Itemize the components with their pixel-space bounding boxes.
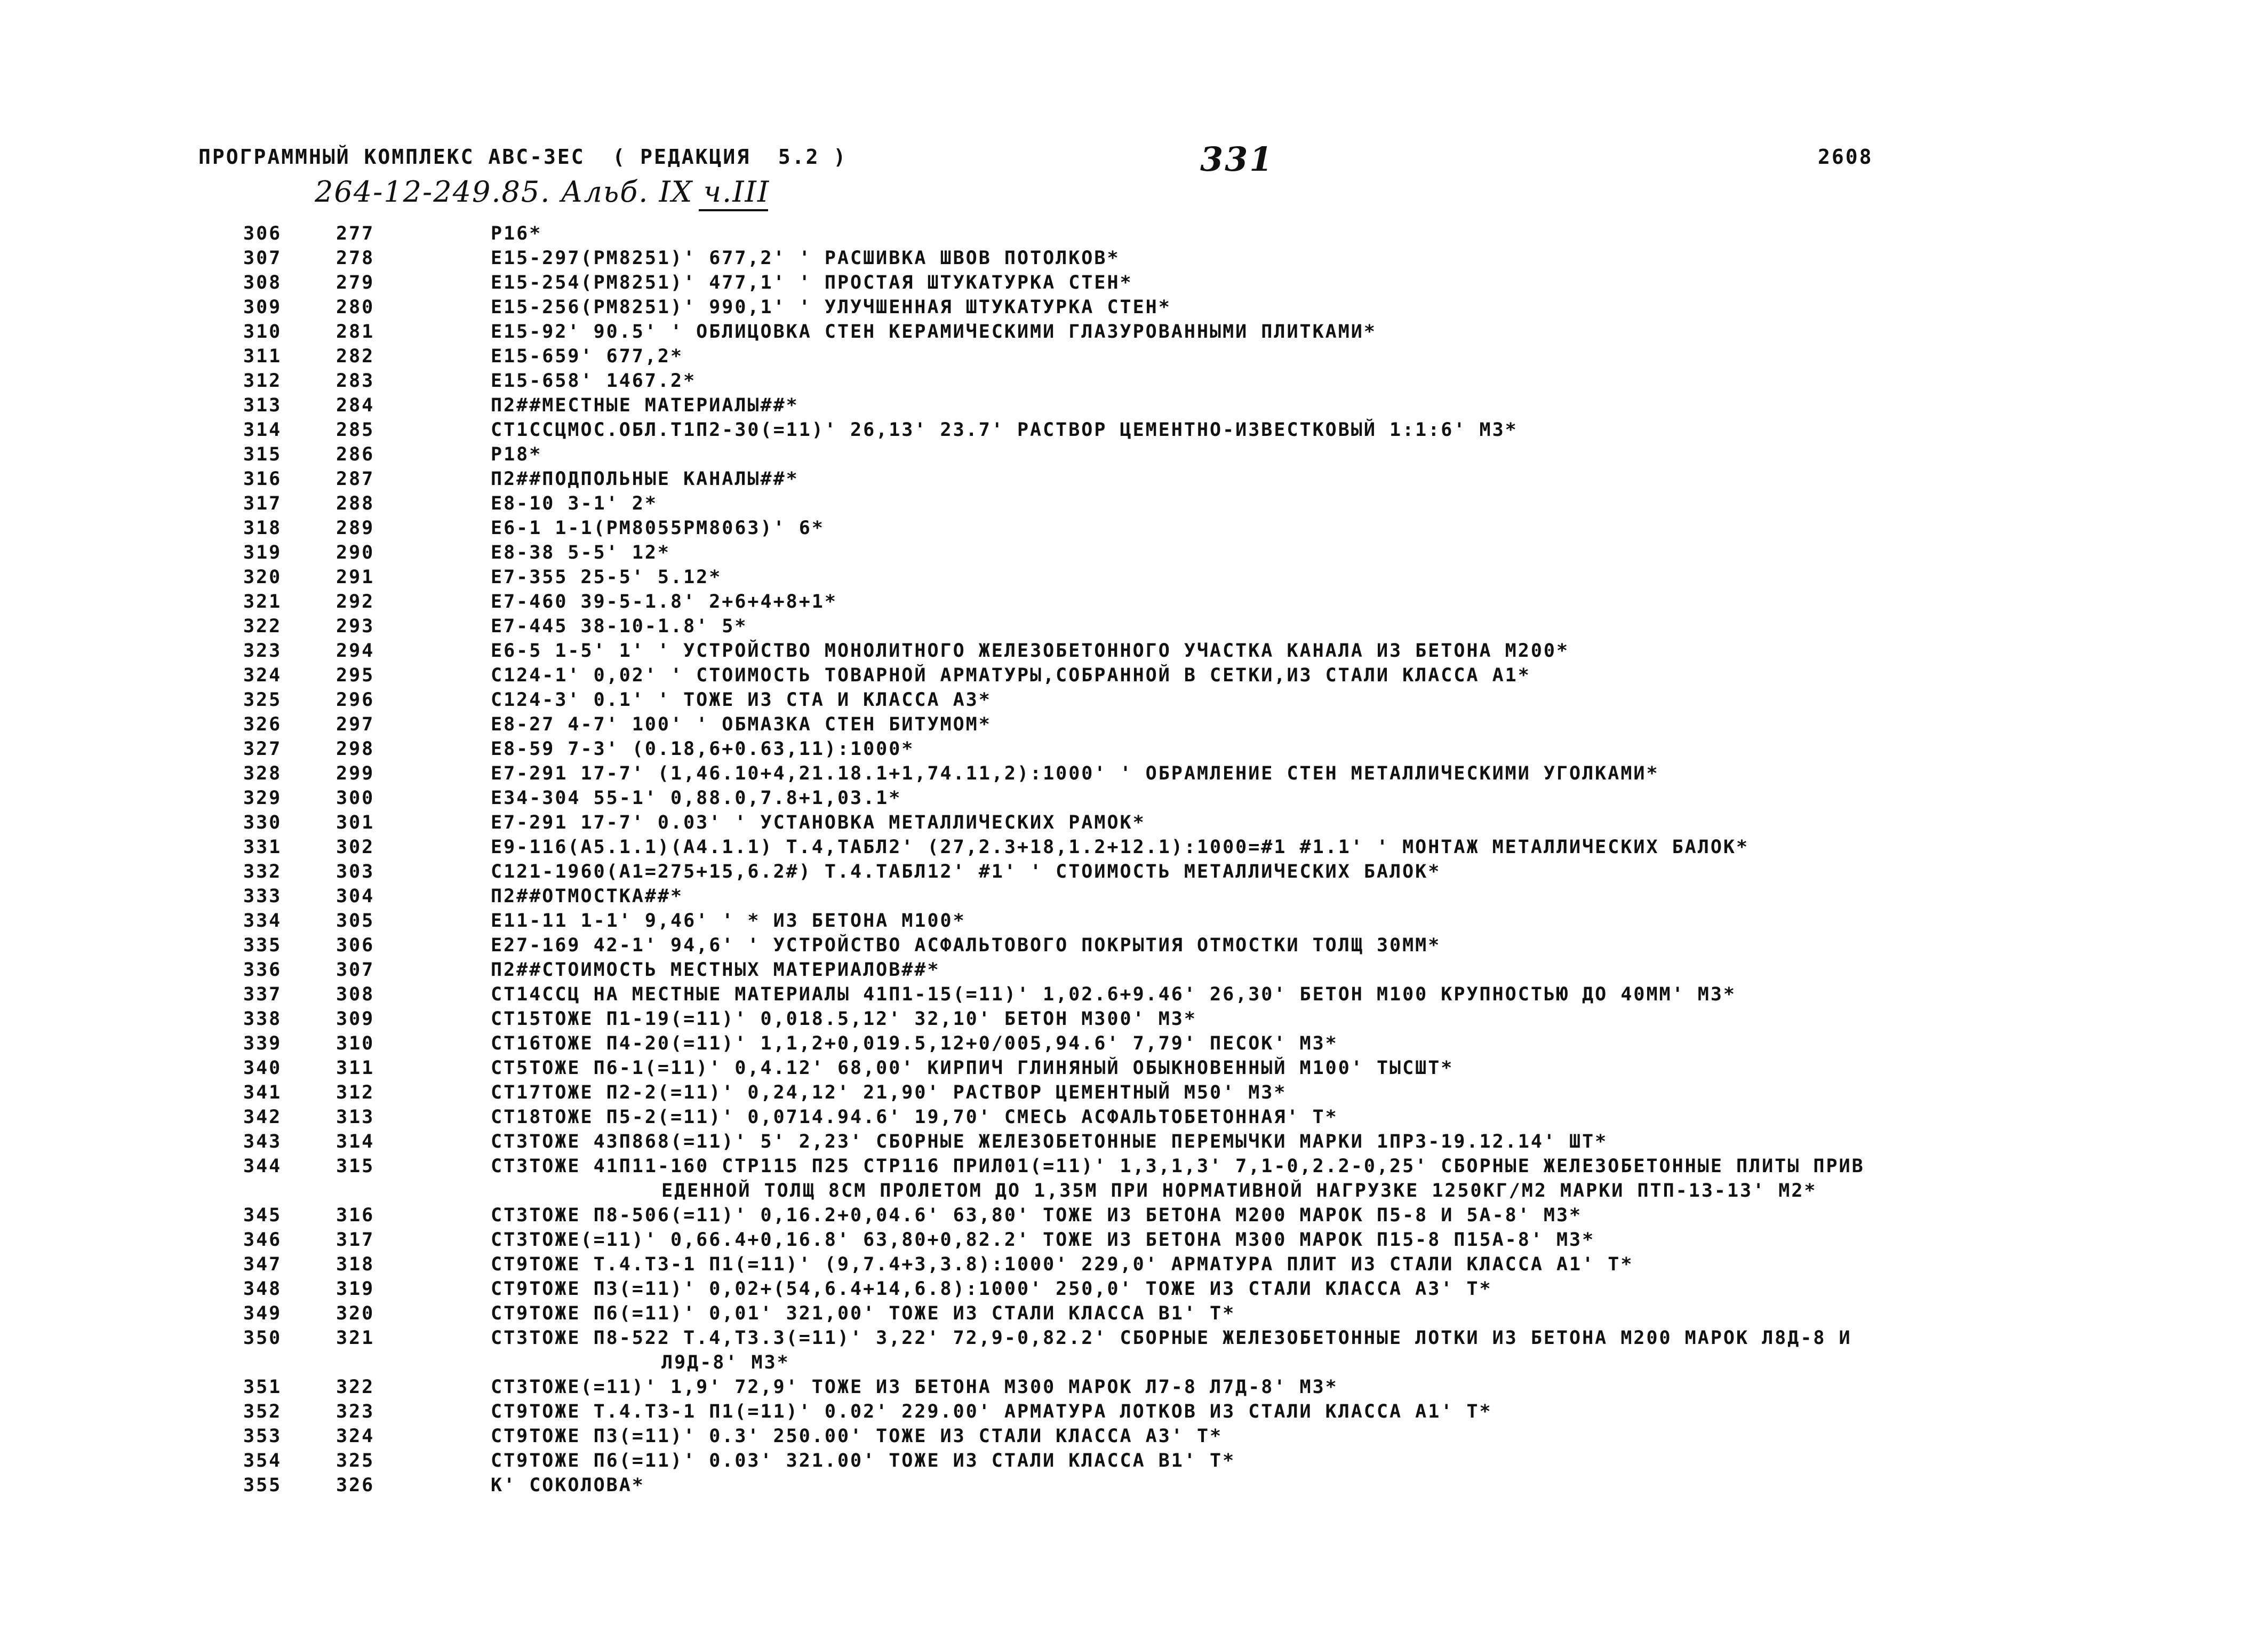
line-number: 309 xyxy=(243,297,282,318)
card-number: 326 xyxy=(336,1475,375,1496)
listing-row xyxy=(0,1426,2268,1450)
row-text: СТ9ТОЖЕ Т.4.Т3-1 П1(=11)' (9,7.4+3,3.8):1000' 229,0' АРМАТУРА ПЛИТ ИЗ СТАЛИ КЛАССА А1' Т* xyxy=(491,1254,1634,1275)
sheet-number: 2608 xyxy=(1818,145,1873,169)
listing-row xyxy=(0,714,2268,738)
card-number: 308 xyxy=(336,984,375,1005)
line-number: 337 xyxy=(243,984,282,1005)
listing-row xyxy=(0,567,2268,591)
card-number: 310 xyxy=(336,1033,375,1054)
card-number: 324 xyxy=(336,1426,375,1447)
line-number: 312 xyxy=(243,370,282,392)
line-number: 308 xyxy=(243,272,282,293)
card-number: 314 xyxy=(336,1131,375,1152)
line-number: 343 xyxy=(243,1131,282,1152)
row-text: СТ18ТОЖЕ П5-2(=11)' 0,0714.94.6' 19,70' СМЕСЬ АСФАЛЬТОБЕТОННАЯ' Т* xyxy=(491,1107,1338,1128)
row-text: Е6-5 1-5' 1' ' УСТРОЙСТВО МОНОЛИТНОГО ЖЕЛЕЗОБЕТОННОГО УЧАСТКА КАНАЛА ИЗ БЕТОНА М200* xyxy=(491,640,1570,662)
row-text: СТ14ССЦ НА МЕСТНЫЕ МАТЕРИАЛЫ 41П1-15(=11)' 1,02.6+9.46' 26,30' БЕТОН М100 КРУПНОСТЬЮ ДО 40ММ' М3* xyxy=(491,984,1736,1005)
card-number: 325 xyxy=(336,1450,375,1471)
row-text: Е11-11 1-1' 9,46' ' * ИЗ БЕТОНА М100* xyxy=(491,910,966,932)
listing-row xyxy=(0,1082,2268,1107)
card-number: 318 xyxy=(336,1254,375,1275)
listing-row xyxy=(0,518,2268,542)
row-text: СТ9ТОЖЕ Т.4.Т3-1 П1(=11)' 0.02' 229.00' АРМАТУРА ЛОТКОВ ИЗ СТАЛИ КЛАССА А1' Т* xyxy=(491,1401,1492,1422)
line-number: 352 xyxy=(243,1401,282,1422)
card-number: 277 xyxy=(336,223,375,244)
handwritten-underline xyxy=(699,209,768,211)
card-number: 282 xyxy=(336,346,375,367)
listing-row xyxy=(0,1303,2268,1327)
line-number: 349 xyxy=(243,1303,282,1324)
listing-row xyxy=(0,272,2268,297)
listing-row xyxy=(0,1229,2268,1254)
card-number: 295 xyxy=(336,665,375,686)
line-number: 327 xyxy=(243,738,282,760)
card-number: 322 xyxy=(336,1377,375,1398)
row-text: Р16* xyxy=(491,223,542,244)
row-text: П2##СТОИМОСТЬ МЕСТНЫХ МАТЕРИАЛОВ##* xyxy=(491,959,940,981)
card-number: 316 xyxy=(336,1205,375,1226)
row-text: СТ9ТОЖЕ П3(=11)' 0,02+(54,6.4+14,6.8):1000' 250,0' ТОЖЕ ИЗ СТАЛИ КЛАССА А3' Т* xyxy=(491,1278,1492,1300)
line-number: 307 xyxy=(243,248,282,269)
card-number: 306 xyxy=(336,935,375,956)
listing-row xyxy=(0,1057,2268,1082)
row-text: СТ9ТОЖЕ П3(=11)' 0.3' 250.00' ТОЖЕ ИЗ СТАЛИ КЛАССА А3' Т* xyxy=(491,1426,1223,1447)
line-number: 325 xyxy=(243,689,282,711)
card-number: 303 xyxy=(336,861,375,882)
row-text: Е8-10 3-1' 2* xyxy=(491,493,658,514)
row-text: Е7-355 25-5' 5.12* xyxy=(491,567,722,588)
card-number: 319 xyxy=(336,1278,375,1300)
card-number: 302 xyxy=(336,837,375,858)
card-number: 307 xyxy=(336,959,375,981)
listing-row xyxy=(0,1205,2268,1229)
listing-row xyxy=(0,665,2268,689)
listing-row xyxy=(0,861,2268,886)
listing-row xyxy=(0,1327,2268,1377)
row-text: Е7-291 17-7' 0.03' ' УСТАНОВКА МЕТАЛЛИЧЕСКИХ РАМОК* xyxy=(491,812,1146,833)
card-number: 305 xyxy=(336,910,375,932)
card-number: 309 xyxy=(336,1008,375,1030)
line-number: 353 xyxy=(243,1426,282,1447)
listing-row xyxy=(0,1254,2268,1278)
row-text: СТ1ССЦМОС.ОБЛ.Т1П2-30(=11)' 26,13' 23.7' РАСТВОР ЦЕМЕНТНО-ИЗВЕСТКОВЫЙ 1:1:6' М3* xyxy=(491,419,1518,441)
listing-row xyxy=(0,1377,2268,1401)
line-number: 339 xyxy=(243,1033,282,1054)
line-number: 313 xyxy=(243,395,282,416)
line-number: 318 xyxy=(243,518,282,539)
listing-row xyxy=(0,984,2268,1008)
row-text: К' СОКОЛОВА* xyxy=(491,1475,645,1496)
listing-row xyxy=(0,419,2268,444)
row-text: СТ5ТОЖЕ П6-1(=11)' 0,4.12' 68,00' КИРПИЧ ГЛИНЯНЫЙ ОБЫКНОВЕННЫЙ М100' ТЫСШТ* xyxy=(491,1057,1454,1079)
listing-row xyxy=(0,248,2268,272)
row-text-continuation: ЕДЕННОЙ ТОЛЩ 8СМ ПРОЛЕТОМ ДО 1,35М ПРИ НОРМАТИВНОЙ НАГРУЗКЕ 1250КГ/М2 МАРКИ ПТП-13-13' М2* xyxy=(661,1180,1817,1202)
card-number: 297 xyxy=(336,714,375,735)
listing-row xyxy=(0,738,2268,763)
line-number: 350 xyxy=(243,1327,282,1349)
line-number: 338 xyxy=(243,1008,282,1030)
listing-row xyxy=(0,837,2268,861)
row-text: С121-1960(А1=275+15,6.2#) Т.4.ТАБЛ12' #1' ' СТОИМОСТЬ МЕТАЛЛИЧЕСКИХ БАЛОК* xyxy=(491,861,1441,882)
row-text: С124-1' 0,02' ' СТОИМОСТЬ ТОВАРНОЙ АРМАТУРЫ,СОБРАННОЙ В СЕТКИ,ИЗ СТАЛИ КЛАССА А1* xyxy=(491,665,1531,686)
row-text: Е8-59 7-3' (0.18,6+0.63,11):1000* xyxy=(491,738,915,760)
row-text: П2##ПОДПОЛЬНЫЕ КАНАЛЫ##* xyxy=(491,468,799,490)
line-number: 323 xyxy=(243,640,282,662)
line-number: 310 xyxy=(243,321,282,343)
listing-row xyxy=(0,297,2268,321)
listing-row xyxy=(0,886,2268,910)
card-number: 315 xyxy=(336,1156,375,1177)
card-number: 300 xyxy=(336,787,375,809)
row-text: Е8-38 5-5' 12* xyxy=(491,542,671,563)
row-text: Е15-256(РМ8251)' 990,1' ' УЛУЧШЕННАЯ ШТУКАТУРКА СТЕН* xyxy=(491,297,1171,318)
line-number: 348 xyxy=(243,1278,282,1300)
card-number: 279 xyxy=(336,272,375,293)
listing-row xyxy=(0,640,2268,665)
card-number: 312 xyxy=(336,1082,375,1103)
row-text: СТ3ТОЖЕ(=11)' 0,66.4+0,16.8' 63,80+0,82.2' ТОЖЕ ИЗ БЕТОНА М300 МАРОК П15-8 П15А-8' М3* xyxy=(491,1229,1595,1251)
listing-row xyxy=(0,787,2268,812)
line-number: 336 xyxy=(243,959,282,981)
card-number: 313 xyxy=(336,1107,375,1128)
row-text: СТ3ТОЖЕ(=11)' 1,9' 72,9' ТОЖЕ ИЗ БЕТОНА М300 МАРОК Л7-8 Л7Д-8' М3* xyxy=(491,1377,1338,1398)
row-text: П2##ОТМОСТКА##* xyxy=(491,886,684,907)
line-number: 321 xyxy=(243,591,282,612)
listing-row xyxy=(0,1475,2268,1499)
row-text: СТ3ТОЖЕ 41П11-160 СТР115 П25 СТР116 ПРИЛ01(=11)' 1,3,1,3' 7,1-0,2.2-0,25' СБОРНЫЕ ЖЕЛЕЗОБЕТОННЫЕ ПЛИТЫ ПРИВ xyxy=(491,1156,1865,1177)
row-text: Р18* xyxy=(491,444,542,465)
listing-row xyxy=(0,1450,2268,1475)
listing-row xyxy=(0,1107,2268,1131)
card-number: 299 xyxy=(336,763,375,784)
card-number: 281 xyxy=(336,321,375,343)
listing-row xyxy=(0,1008,2268,1033)
row-text: Е15-254(РМ8251)' 477,1' ' ПРОСТАЯ ШТУКАТУРКА СТЕН* xyxy=(491,272,1133,293)
row-text: П2##МЕСТНЫЕ МАТЕРИАЛЫ##* xyxy=(491,395,799,416)
card-number: 320 xyxy=(336,1303,375,1324)
line-number: 311 xyxy=(243,346,282,367)
row-text: СТ9ТОЖЕ П6(=11)' 0,01' 321,00' ТОЖЕ ИЗ СТАЛИ КЛАССА В1' Т* xyxy=(491,1303,1236,1324)
row-text: СТ9ТОЖЕ П6(=11)' 0.03' 321.00' ТОЖЕ ИЗ СТАЛИ КЛАССА В1' Т* xyxy=(491,1450,1236,1471)
card-number: 296 xyxy=(336,689,375,711)
card-number: 290 xyxy=(336,542,375,563)
line-number: 341 xyxy=(243,1082,282,1103)
line-number: 315 xyxy=(243,444,282,465)
line-number: 322 xyxy=(243,616,282,637)
line-number: 316 xyxy=(243,468,282,490)
line-number: 345 xyxy=(243,1205,282,1226)
handwritten-note: 264-12-249.85. Альб. IX ч.III xyxy=(315,175,770,209)
listing-row xyxy=(0,395,2268,419)
row-text: Е15-659' 677,2* xyxy=(491,346,684,367)
row-text: Е8-27 4-7' 100' ' ОБМАЗКА СТЕН БИТУМОМ* xyxy=(491,714,992,735)
listing-row xyxy=(0,1401,2268,1426)
card-number: 283 xyxy=(336,370,375,392)
row-text: Е7-460 39-5-1.8' 2+6+4+8+1* xyxy=(491,591,837,612)
line-number: 317 xyxy=(243,493,282,514)
card-number: 280 xyxy=(336,297,375,318)
listing-row xyxy=(0,542,2268,567)
line-number: 335 xyxy=(243,935,282,956)
listing-row xyxy=(0,223,2268,248)
card-number: 304 xyxy=(336,886,375,907)
row-text: Е6-1 1-1(РМ8055РМ8063)' 6* xyxy=(491,518,825,539)
card-number: 291 xyxy=(336,567,375,588)
row-text: С124-3' 0.1' ' ТОЖЕ ИЗ СТА И КЛАССА А3* xyxy=(491,689,992,711)
card-number: 288 xyxy=(336,493,375,514)
listing-row xyxy=(0,935,2268,959)
row-text: Е15-92' 90.5' ' ОБЛИЦОВКА СТЕН КЕРАМИЧЕСКИМИ ГЛАЗУРОВАННЫМИ ПЛИТКАМИ* xyxy=(491,321,1377,343)
row-text: Е15-297(РМ8251)' 677,2' ' РАСШИВКА ШВОВ ПОТОЛКОВ* xyxy=(491,248,1120,269)
row-text: Е15-658' 1467.2* xyxy=(491,370,697,392)
row-text: Е34-304 55-1' 0,88.0,7.8+1,03.1* xyxy=(491,787,902,809)
row-text: СТ16ТОЖЕ П4-20(=11)' 1,1,2+0,019.5,12+0/005,94.6' 7,79' ПЕСОК' М3* xyxy=(491,1033,1338,1054)
listing-row xyxy=(0,1156,2268,1205)
line-number: 314 xyxy=(243,419,282,441)
listing-row xyxy=(0,910,2268,935)
line-number: 340 xyxy=(243,1057,282,1079)
program-listing xyxy=(0,223,2268,1499)
card-number: 323 xyxy=(336,1401,375,1422)
page-number: 331 xyxy=(1200,140,1274,179)
card-number: 284 xyxy=(336,395,375,416)
row-text: Е27-169 42-1' 94,6' ' УСТРОЙСТВО АСФАЛЬТОВОГО ПОКРЫТИЯ ОТМОСТКИ ТОЛЩ 30ММ* xyxy=(491,935,1441,956)
listing-row xyxy=(0,1033,2268,1057)
line-number: 355 xyxy=(243,1475,282,1496)
card-number: 287 xyxy=(336,468,375,490)
line-number: 306 xyxy=(243,223,282,244)
row-text: СТ17ТОЖЕ П2-2(=11)' 0,24,12' 21,90' РАСТВОР ЦЕМЕНТНЫЙ М50' М3* xyxy=(491,1082,1287,1103)
row-text: СТ15ТОЖЕ П1-19(=11)' 0,018.5,12' 32,10' БЕТОН М300' М3* xyxy=(491,1008,1197,1030)
line-number: 330 xyxy=(243,812,282,833)
line-number: 334 xyxy=(243,910,282,932)
row-text: СТ3ТОЖЕ П8-506(=11)' 0,16.2+0,04.6' 63,80' ТОЖЕ ИЗ БЕТОНА М200 МАРОК П5-8 И 5А-8' М3* xyxy=(491,1205,1583,1226)
line-number: 346 xyxy=(243,1229,282,1251)
card-number: 301 xyxy=(336,812,375,833)
line-number: 319 xyxy=(243,542,282,563)
row-text: Е7-291 17-7' (1,46.10+4,21.18.1+1,74.11,2):1000' ' ОБРАМЛЕНИЕ СТЕН МЕТАЛЛИЧЕСКИМИ УГОЛКАМИ* xyxy=(491,763,1659,784)
line-number: 329 xyxy=(243,787,282,809)
listing-row xyxy=(0,370,2268,395)
line-number: 347 xyxy=(243,1254,282,1275)
line-number: 328 xyxy=(243,763,282,784)
line-number: 351 xyxy=(243,1377,282,1398)
listing-row xyxy=(0,1278,2268,1303)
card-number: 285 xyxy=(336,419,375,441)
program-header: ПРОГРАММНЫЙ КОМПЛЕКС АВС-ЗЕС ( РЕДАКЦИЯ 5.2 ) xyxy=(198,145,848,169)
line-number: 333 xyxy=(243,886,282,907)
listing-row xyxy=(0,493,2268,518)
card-number: 298 xyxy=(336,738,375,760)
line-number: 331 xyxy=(243,837,282,858)
card-number: 294 xyxy=(336,640,375,662)
card-number: 311 xyxy=(336,1057,375,1079)
listing-row xyxy=(0,591,2268,616)
line-number: 320 xyxy=(243,567,282,588)
listing-row xyxy=(0,321,2268,346)
row-text: СТ3ТОЖЕ 43П868(=11)' 5' 2,23' СБОРНЫЕ ЖЕЛЕЗОБЕТОННЫЕ ПЕРЕМЫЧКИ МАРКИ 1ПР3-19.12.14' ШТ* xyxy=(491,1131,1608,1152)
line-number: 342 xyxy=(243,1107,282,1128)
listing-row xyxy=(0,763,2268,787)
listing-row xyxy=(0,444,2268,468)
listing-row xyxy=(0,812,2268,837)
row-text: СТ3ТОЖЕ П8-522 Т.4,Т3.3(=11)' 3,22' 72,9-0,82.2' СБОРНЫЕ ЖЕЛЕЗОБЕТОННЫЕ ЛОТКИ ИЗ БЕТОНА М200 МАРОК Л8Д-8 И xyxy=(491,1327,1852,1349)
listing-row xyxy=(0,689,2268,714)
card-number: 292 xyxy=(336,591,375,612)
line-number: 332 xyxy=(243,861,282,882)
listing-row xyxy=(0,1131,2268,1156)
listing-row xyxy=(0,468,2268,493)
row-text: Е9-116(А5.1.1)(А4.1.1) Т.4,ТАБЛ2' (27,2.3+18,1.2+12.1):1000=#1 #1.1' ' МОНТАЖ МЕТАЛЛИЧЕСКИХ БАЛОК* xyxy=(491,837,1750,858)
card-number: 289 xyxy=(336,518,375,539)
listing-row xyxy=(0,959,2268,984)
card-number: 293 xyxy=(336,616,375,637)
line-number: 344 xyxy=(243,1156,282,1177)
card-number: 321 xyxy=(336,1327,375,1349)
card-number: 317 xyxy=(336,1229,375,1251)
card-number: 286 xyxy=(336,444,375,465)
listing-row xyxy=(0,616,2268,640)
line-number: 326 xyxy=(243,714,282,735)
row-text: Е7-445 38-10-1.8' 5* xyxy=(491,616,748,637)
listing-row xyxy=(0,346,2268,370)
card-number: 278 xyxy=(336,248,375,269)
row-text-continuation: Л9Д-8' М3* xyxy=(661,1352,790,1373)
line-number: 354 xyxy=(243,1450,282,1471)
line-number: 324 xyxy=(243,665,282,686)
